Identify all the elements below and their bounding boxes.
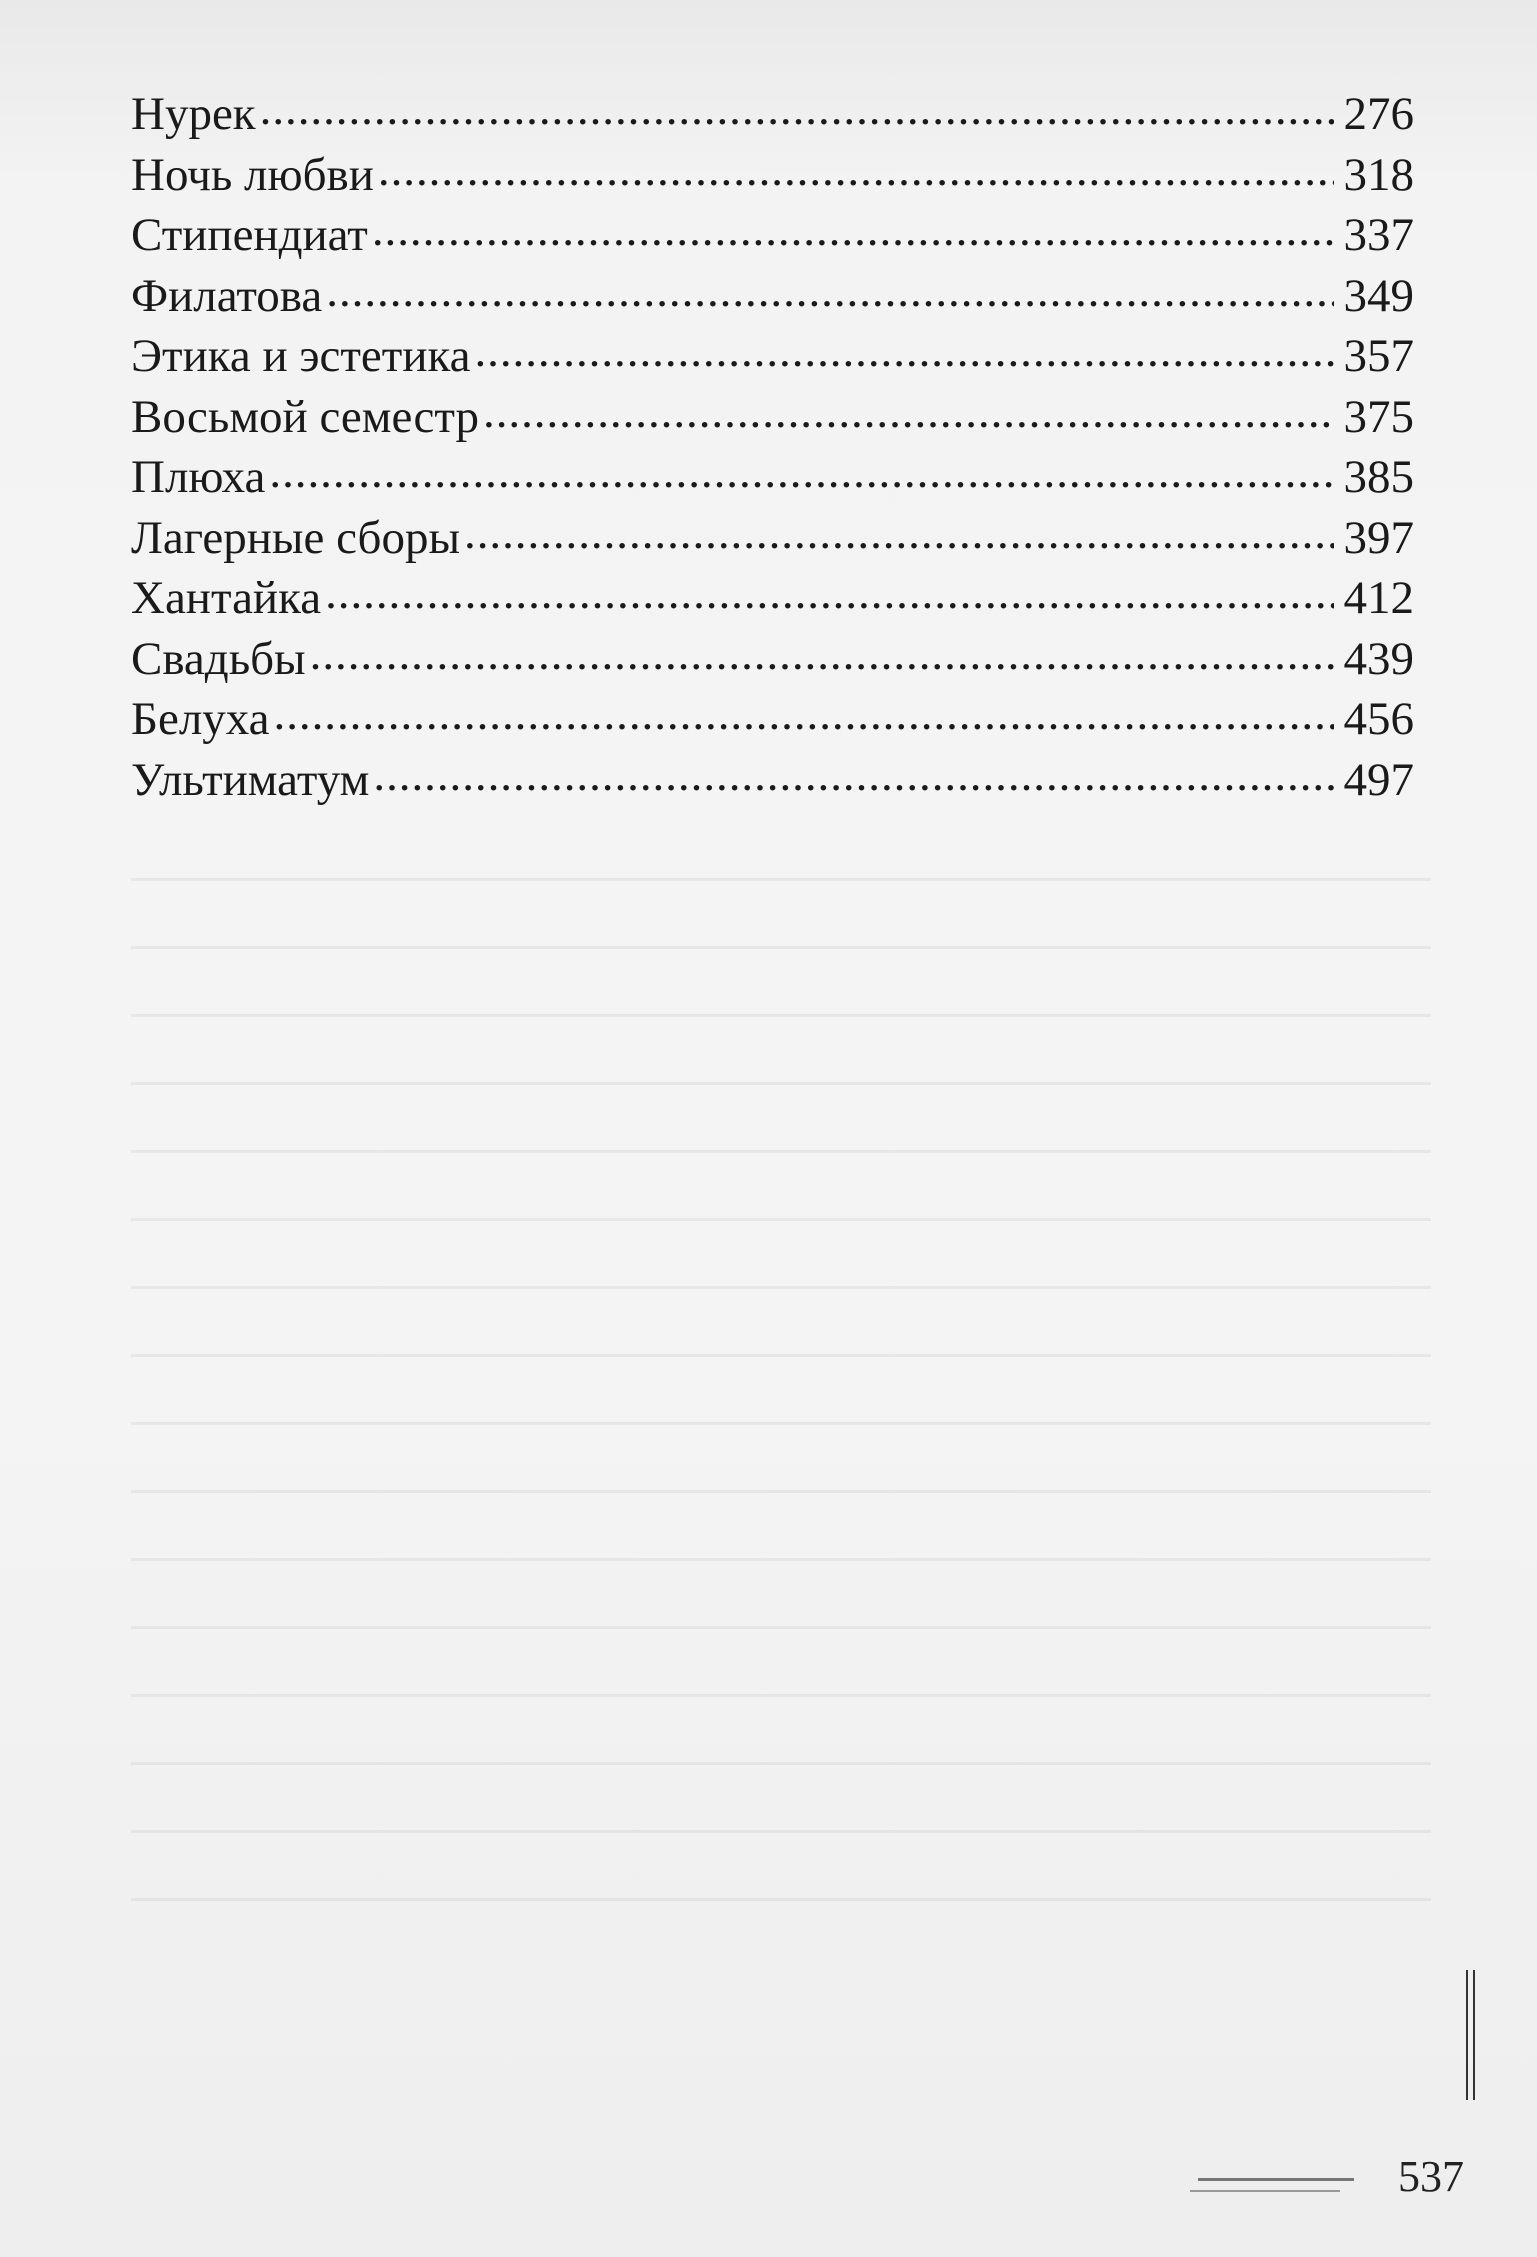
toc-entry-title: Ультиматум (131, 753, 370, 806)
toc-entry (131, 506, 1414, 567)
toc-leader-dots (274, 687, 1334, 734)
toc-leader-dots (260, 82, 1334, 129)
toc-entry (131, 264, 1414, 325)
toc-entry (131, 566, 1414, 627)
toc-entry-title: Плюха (131, 451, 266, 503)
toc-leader-dots (464, 506, 1334, 553)
toc-entry-page: 456 (1343, 693, 1414, 745)
margin-marks (1466, 1970, 1478, 2100)
footer-rule (1198, 2178, 1354, 2181)
toc-entry-title: Филатова (131, 269, 323, 322)
toc-leader-dots (474, 324, 1334, 371)
toc-leader-dots (326, 264, 1334, 311)
toc-entry-page: 349 (1343, 269, 1414, 322)
toc-leader-dots (483, 385, 1334, 432)
margin-line (1466, 1970, 1468, 2100)
toc-entry-page: 439 (1343, 632, 1414, 685)
footer-rule (1190, 2190, 1340, 2192)
toc-entry-page: 276 (1343, 88, 1414, 140)
table-of-contents (131, 82, 1414, 808)
toc-leader-dots (269, 445, 1334, 492)
margin-line (1473, 1970, 1475, 2100)
toc-entry (131, 687, 1414, 748)
toc-entry-title: Белуха (131, 693, 270, 745)
toc-entry (131, 82, 1414, 143)
toc-entry (131, 445, 1414, 506)
toc-entry-title: Этика и эстетика (131, 330, 471, 382)
toc-entry-page: 375 (1343, 390, 1414, 443)
toc-leader-dots (325, 566, 1334, 613)
toc-entry (131, 385, 1414, 446)
toc-entry-page: 397 (1343, 511, 1414, 564)
toc-entry-title: Ночь любви (131, 148, 374, 201)
toc-entry-title: Лагерные сборы (131, 511, 461, 564)
toc-entry-title: Свадьбы (131, 632, 306, 685)
toc-leader-dots (372, 203, 1334, 250)
toc-entry-title: Хантайка (131, 572, 322, 624)
toc-entry-page: 318 (1343, 148, 1414, 201)
toc-entry-page: 357 (1343, 330, 1414, 382)
toc-entry (131, 143, 1414, 204)
toc-entry (131, 203, 1414, 264)
toc-entry-page: 385 (1343, 451, 1414, 503)
toc-entry (131, 627, 1414, 688)
page-number: 537 (1398, 2152, 1464, 2201)
toc-entry-title: Стипендиат (131, 209, 368, 261)
toc-leader-dots (378, 143, 1334, 190)
toc-entry (131, 324, 1414, 385)
toc-leader-dots (310, 627, 1334, 674)
toc-entry-page: 497 (1343, 753, 1414, 806)
toc-leader-dots (373, 748, 1334, 795)
show-through-lines (131, 820, 1431, 1950)
toc-entry (131, 748, 1414, 809)
toc-entry-title: Нурек (131, 88, 256, 140)
toc-entry-title: Восьмой семестр (131, 390, 480, 443)
toc-entry-page: 412 (1343, 572, 1414, 624)
toc-entry-page: 337 (1343, 209, 1414, 261)
